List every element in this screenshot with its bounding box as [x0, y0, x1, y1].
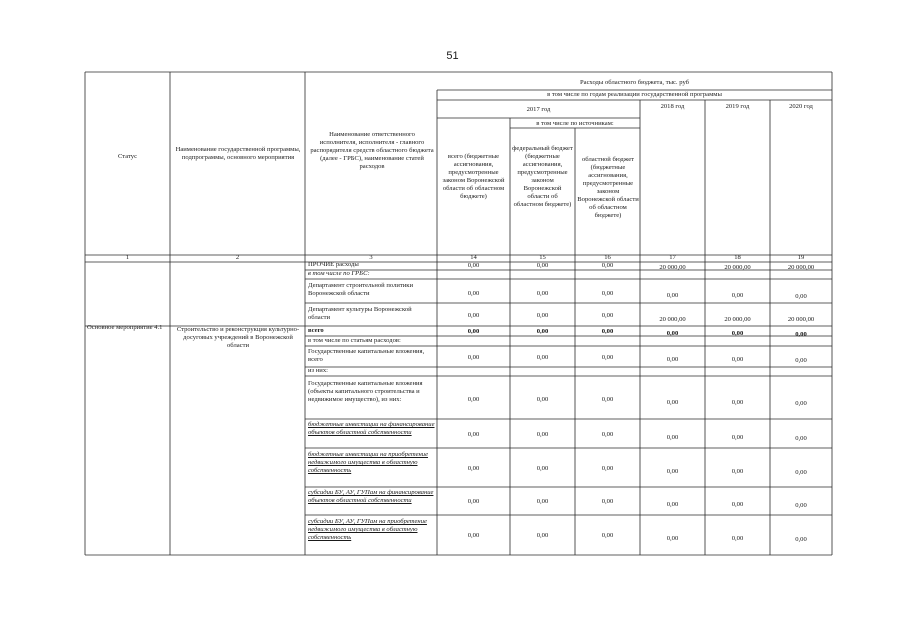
cell-value: 0,00 [731, 356, 744, 363]
cell-value: 0,00 [467, 290, 480, 297]
cell-value: 0,00 [536, 312, 549, 319]
col-number: 17 [669, 254, 676, 261]
cell-value: 0,00 [601, 532, 614, 539]
header-status: Статус [117, 153, 138, 160]
cell-value: 0,00 [795, 331, 807, 338]
cell-value: 0,00 [731, 292, 744, 299]
header-executor: Наименование ответственного исполнителя, исполнителя - главного распорядителя средств областного бюджета (далее - ГРБС), наименование статей расходов [310, 131, 434, 170]
row-label: Департамент строительной политики Воронежской области [308, 282, 414, 297]
col-number: 15 [539, 254, 546, 261]
cell-value: 0,00 [795, 435, 807, 442]
cell-value: 0,00 [601, 465, 614, 472]
cell-value: 20 000,00 [787, 264, 815, 271]
block-status: Основное мероприятие 4.1 [87, 324, 163, 331]
cell-value: 0,00 [467, 328, 480, 335]
cell-value: 0,00 [536, 328, 549, 335]
header-by-sources: в том числе по источникам: [536, 120, 614, 127]
cell-value: 0,00 [601, 354, 614, 361]
cell-value: 20 000,00 [659, 264, 686, 271]
cell-value: 0,00 [795, 357, 807, 364]
cell-value: 0,00 [795, 536, 807, 543]
row-label: из них: [308, 367, 328, 374]
cell-value: 0,00 [601, 328, 614, 335]
cell-value: 20 000,00 [724, 264, 751, 271]
cell-value: 0,00 [731, 535, 744, 542]
cell-value: 0,00 [731, 330, 744, 337]
cell-value: 0,00 [601, 312, 614, 319]
row-label: ПРОЧИЕ расходы [308, 261, 359, 268]
cell-value: 0,00 [536, 290, 549, 297]
row-label: субсидии БУ, АУ, ГУПам на финансирование объектов областной собственности [308, 489, 434, 504]
cell-value: 0,00 [536, 354, 549, 361]
row-label: Государственные капитальные вложения (объекты капитального строительства и недвижимое имущество), из них: [308, 380, 423, 403]
cell-value: 0,00 [601, 290, 614, 297]
cell-value: 0,00 [467, 262, 480, 269]
cell-value: 0,00 [666, 399, 679, 406]
header-regional-col: областной бюджет (бюджетные ассигнования, предусмотренные законом Воронежской области об областном бюджете) [577, 156, 639, 219]
cell-value: 0,00 [467, 498, 480, 505]
cell-value: 0,00 [731, 399, 744, 406]
cell-value: 0,00 [467, 465, 480, 472]
cell-value: 0,00 [467, 354, 480, 361]
cell-value: 20 000,00 [724, 316, 751, 323]
col-number: 18 [734, 254, 741, 261]
header-federal-col: федеральный бюджет (бюджетные ассигнования, предусмотренные законом Воронежской области об областном бюджете) [512, 145, 573, 208]
col-number: 3 [369, 254, 373, 261]
col-number: 14 [470, 254, 477, 261]
cell-value: 0,00 [795, 502, 807, 509]
cell-value: 0,00 [601, 431, 614, 438]
cell-value: 0,00 [666, 468, 679, 475]
cell-value: 0,00 [536, 498, 549, 505]
header-year-2017: 2017 год [526, 106, 551, 113]
header-expenses-title: Расходы областного бюджета, тыс. руб [579, 79, 690, 86]
col-number: 1 [125, 254, 130, 261]
cell-value: 0,00 [795, 469, 807, 476]
cell-value: 0,00 [536, 465, 549, 472]
row-label: бюджетные инвестиции на финансирование объектов областной собственности [308, 421, 435, 436]
col-number: 19 [797, 254, 805, 261]
page-number: 51 [446, 50, 459, 62]
cell-value: 20 000,00 [659, 316, 686, 323]
row-label: в том числе по ГРБС: [308, 270, 370, 277]
cell-value: 0,00 [467, 431, 480, 438]
col-number: 2 [235, 254, 240, 261]
cell-value: 20 000,00 [787, 316, 815, 323]
block-name: Строительство и реконструкция культурно-досуговых учреждений в Воронежской области [176, 326, 300, 349]
header-year-2020: 2020 год [789, 103, 813, 110]
cell-value: 0,00 [666, 356, 679, 363]
header-total-col: всего (бюджетные ассигнования, предусмотренные законом Воронежской области об областном бюджете) [442, 153, 505, 200]
cell-value: 0,00 [666, 535, 679, 542]
row-label: Государственные капитальные вложения, всего [308, 348, 425, 363]
cell-value: 0,00 [467, 396, 480, 403]
row-label: субсидии БУ, АУ, ГУПам на приобретение недвижимого имущества в областную собственность [308, 518, 427, 541]
row-label: всего [308, 327, 324, 334]
cell-value: 0,00 [536, 532, 549, 539]
cell-value: 0,00 [666, 292, 679, 299]
cell-value: 0,00 [666, 501, 679, 508]
cell-value: 0,00 [666, 434, 679, 441]
col-number: 16 [604, 254, 611, 261]
header-year-2019: 2019 год [725, 103, 750, 110]
row-label: бюджетные инвестиции на приобретение недвижимого имущества в областную собственность [308, 451, 429, 474]
cell-value: 0,00 [467, 312, 480, 319]
header-program-name: Наименование государственной программы, подпрограммы, основного мероприятия [175, 146, 301, 161]
cell-value: 0,00 [601, 498, 614, 505]
cell-value: 0,00 [601, 396, 614, 403]
cell-value: 0,00 [666, 330, 679, 337]
cell-value: 0,00 [795, 400, 807, 407]
cell-value: 0,00 [731, 468, 744, 475]
row-label: в том числе по статьям расходов: [308, 337, 401, 344]
row-label: Департамент культуры Воронежской области [308, 306, 412, 321]
cell-value: 0,00 [536, 262, 549, 269]
cell-value: 0,00 [536, 396, 549, 403]
cell-value: 0,00 [731, 501, 744, 508]
cell-value: 0,00 [536, 431, 549, 438]
cell-value: 0,00 [731, 434, 744, 441]
cell-value: 0,00 [601, 262, 614, 269]
header-year-2018: 2018 год [660, 103, 685, 110]
cell-value: 0,00 [467, 532, 480, 539]
header-by-years: в том числе по годам реализации государственной программы [547, 91, 722, 98]
cell-value: 0,00 [795, 293, 807, 300]
